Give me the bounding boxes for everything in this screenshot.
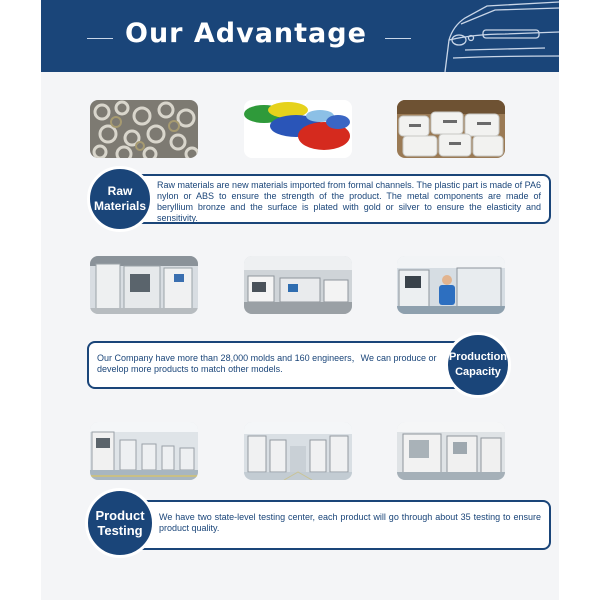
title-divider-left [87, 38, 113, 39]
metal-parts-photo [90, 100, 198, 158]
raw-materials-label-line1: Raw [107, 184, 133, 198]
header-banner [41, 0, 559, 72]
raw-materials-description [125, 174, 551, 224]
product-testing-description [125, 500, 551, 550]
testing-chamber-photo [397, 422, 505, 480]
car-outline-icon [435, 0, 559, 72]
production-capacity-description [87, 341, 485, 389]
production-capacity-text: Our Company have more than 28,000 molds and 160 engineers，We can produce or develop more products to match other models. [97, 353, 437, 374]
raw-materials-text: Raw materials are new materials imported from formal channels. The plastic part is made of PA6 nylon or ABS to ensure the strength of the product. The metal components are made of beryllium bronze and the surface is plated with gold or silver to ensure the elasticity and sensitivity. [157, 180, 541, 223]
page-title: Our Advantage [125, 18, 367, 49]
product-testing-badge [85, 488, 155, 558]
product-testing-text: We have two state-level testing center, each product will go through about 35 testing to ensure product quality. [159, 512, 541, 533]
plastic-pellets-photo [244, 100, 352, 158]
production-capacity-label-line2: Capacity [455, 366, 501, 378]
title-divider-right [385, 38, 411, 39]
production-capacity-badge [445, 332, 511, 398]
product-testing-label-line2: Testing [97, 523, 143, 538]
material-bags-photo [397, 100, 505, 158]
raw-materials-label-line2: Materials [93, 199, 147, 213]
product-testing-label-line1: Product [95, 508, 145, 523]
advantage-page [41, 0, 559, 600]
testing-lab-photo-2 [244, 422, 352, 480]
machining-center-photo [90, 256, 198, 314]
raw-materials-badge [87, 166, 153, 232]
testing-lab-photo-1 [90, 422, 198, 480]
workshop-photo [244, 256, 352, 314]
production-capacity-label-line1: Production [448, 351, 508, 363]
engineer-at-machine-photo [397, 256, 505, 314]
